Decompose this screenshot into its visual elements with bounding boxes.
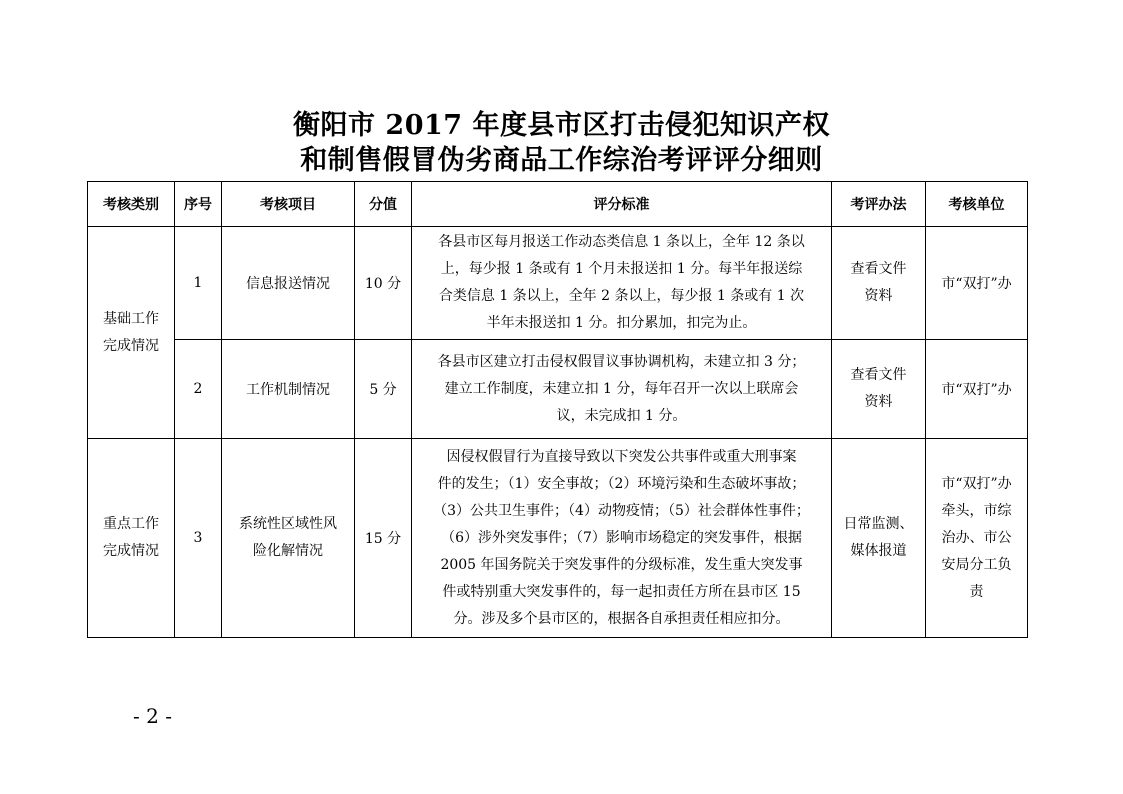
criteria-line: 2005 年国务院关于突发事件的分级标准，发生重大突发事	[440, 556, 803, 573]
item-cell	[222, 439, 355, 638]
header-category: 考核类别	[88, 182, 175, 227]
category-cell	[88, 439, 175, 638]
criteria-line: 因侵权假冒行为直接导致以下突发公共事件或重大刑事案	[446, 448, 797, 465]
item-label: 系统性区域性风 险化解情况	[239, 516, 337, 559]
page-number: - 2 -	[133, 704, 172, 728]
header-row	[88, 182, 1028, 227]
title-line-2: 和制售假冒伪劣商品工作综治考评评分细则	[300, 145, 823, 176]
category-label: 重点工作 完成情况	[103, 516, 159, 559]
criteria-line: 件或特别重大突发事件的，每一起扣责任方所在县市区 15	[442, 583, 801, 600]
criteria-cell	[412, 340, 832, 439]
unit-cell: 市“双打”办	[926, 227, 1028, 340]
method-cell	[832, 340, 926, 439]
criteria-line: 件的发生；（1）安全事故；（2）环境污染和生态破坏事故；	[437, 475, 806, 492]
criteria-line: 上，每少报 1 条或有 1 个月未报送扣 1 分。每半年报送综	[440, 261, 803, 277]
criteria-line: （3）公共卫生事件；（4）动物疫情；（5）社会群体性事件；	[433, 502, 810, 519]
no-cell: 1	[175, 227, 222, 340]
item-cell: 工作机制情况	[222, 340, 355, 439]
method-cell	[832, 439, 926, 638]
header-method: 考评办法	[832, 182, 926, 227]
header-unit: 考核单位	[926, 182, 1028, 227]
title-line-1: 衡阳市 2017 年度县市区打击侵犯知识产权	[293, 110, 830, 141]
score-cell: 15 分	[355, 439, 412, 638]
document-title	[0, 108, 1123, 178]
score-cell: 5 分	[355, 340, 412, 439]
no-cell: 3	[175, 439, 222, 638]
category-label: 基础工作 完成情况	[103, 310, 159, 354]
criteria-cell	[412, 439, 832, 638]
criteria-line: 各县市区建立打击侵权假冒议事协调机构，未建立扣 3 分；	[437, 353, 806, 370]
unit-label: 市“双打”办 牵头，市综 治办、市公 安局分工负 责	[941, 475, 1012, 600]
unit-cell	[926, 439, 1028, 638]
criteria-cell	[412, 227, 832, 340]
scoring-table	[87, 181, 1028, 638]
header-criteria: 评分标准	[412, 182, 832, 227]
criteria-line: 分。涉及多个县市区的，根据各自承担责任相应扣分。	[453, 610, 790, 627]
header-score: 分值	[355, 182, 412, 227]
table-row	[88, 439, 1028, 638]
criteria-line: 建立工作制度，未建立扣 1 分，每年召开一次以上联席会	[444, 380, 799, 397]
table-row	[88, 340, 1028, 439]
criteria-line: （6）涉外突发事件；（7）影响市场稳定的突发事件，根据	[441, 529, 802, 546]
method-label: 日常监测、 媒体报道	[843, 516, 914, 559]
header-no: 序号	[175, 182, 222, 227]
method-label: 查看文件 资料	[850, 261, 907, 304]
score-cell: 10 分	[355, 227, 412, 340]
no-cell: 2	[175, 340, 222, 439]
criteria-line: 议，未完成扣 1 分。	[556, 407, 687, 424]
table-row	[88, 227, 1028, 340]
criteria-line: 半年未报送扣 1 分。扣分累加，扣完为止。	[486, 315, 757, 331]
item-cell: 信息报送情况	[222, 227, 355, 340]
criteria-line: 各县市区每月报送工作动态类信息 1 条以上，全年 12 条以	[438, 234, 805, 250]
method-label: 查看文件 资料	[850, 367, 907, 410]
method-cell	[832, 227, 926, 340]
criteria-line: 合类信息 1 条以上，全年 2 条以上，每少报 1 条或有 1 次	[438, 288, 805, 304]
category-cell	[88, 227, 175, 439]
header-item: 考核项目	[222, 182, 355, 227]
unit-cell: 市“双打”办	[926, 340, 1028, 439]
